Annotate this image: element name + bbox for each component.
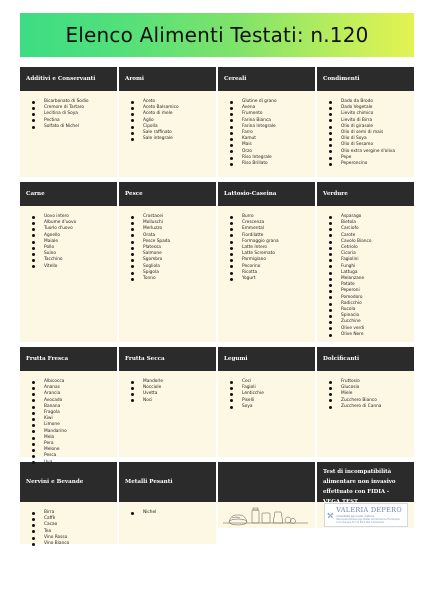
list-item: Pectina [32,118,113,124]
list-item: Olive verdi [329,326,410,332]
item-list [230,379,311,410]
list-item: Caffè [32,516,113,522]
list-item: Aceto di mele [131,111,212,117]
list-item: Emmental [230,226,311,232]
list-item: Patate [329,282,410,288]
list-item: Lievito di Birra [329,118,410,124]
list-item: Olive Nere [329,332,410,338]
category-verdure [317,182,414,342]
list-item: Burro [230,214,311,220]
list-item: Vitello [32,264,113,270]
list-item: Noci [131,398,212,404]
list-item: Farina Integrale [230,124,311,130]
category-metalli [119,462,216,544]
list-item: Tuorlo d'uovo [32,226,113,232]
list-item: Ananas [32,385,113,391]
list-item: Maiale [32,239,113,245]
category-header: Metalli Pesanti [119,462,216,502]
butterfly-icon [327,508,334,522]
category-legumi [218,347,315,457]
list-item: Zucchero Bianco [329,398,410,404]
item-list [131,379,212,404]
list-item: Asparago [329,214,410,220]
logo [324,503,408,527]
list-item: Aglio [131,118,212,124]
title-banner [20,13,414,57]
list-item: Uvetta [131,391,212,397]
blank-header [218,462,315,502]
list-item: Orzo [230,149,311,155]
list-item: Formaggio grana [230,239,311,245]
list-item: Lecitina di Soya [32,111,113,117]
list-item: Spinacio [329,313,410,319]
category-cereali [218,67,315,177]
item-list [131,510,212,516]
list-item: Farro [230,130,311,136]
list-item: Cacao [32,522,113,528]
list-item: Ceci [230,379,311,385]
test-info-text: Test di incompatibilità alimentare non invasivo effettuato con FIDIA - [317,462,414,502]
item-list [131,99,212,142]
list-item: Uva [32,460,113,466]
list-item: Spigola [131,270,212,276]
list-item: Avena [230,105,311,111]
list-item: Mandarino [32,429,113,435]
list-item: Banana [32,404,113,410]
list-item: Avocado [32,398,113,404]
list-item: Olio extra vergine d'oliva [329,149,410,155]
list-item: Arancia [32,391,113,397]
list-item: Fruttosio [329,379,410,385]
item-list [131,214,212,282]
list-item: Platessa [131,245,212,251]
list-item: Tacchino [32,257,113,263]
list-item: Rucola [329,307,410,313]
list-item: Aceto Balsamico [131,105,212,111]
list-item: Vino Rosso [32,535,113,541]
list-item: Pesca [32,453,113,459]
list-item: Piselli [230,398,311,404]
list-item: Zucchine [329,319,410,325]
list-item: Fragola [32,410,113,416]
list-item: Soya [230,404,311,410]
item-list [329,99,410,167]
list-item: Nocciole [131,385,212,391]
logo-tagline: orientata secondo natura [336,514,375,518]
list-item: Birra [32,510,113,516]
list-item: Agnello [32,233,113,239]
list-item: Nichel [131,510,212,516]
category-header: Condimenti [317,67,414,91]
item-list [32,214,113,270]
category-frutta-fresca [20,347,117,465]
list-item: Molluschi [131,220,212,226]
list-item: Zucchero di Canna [329,404,410,410]
list-item: Bietola [329,220,410,226]
list-item: Lattuga [329,270,410,276]
list-item: Kamut [230,136,311,142]
list-item: Albicocca [32,379,113,385]
list-item: Melone [32,447,113,453]
list-item: Cicoria [329,251,410,257]
jars-sketch-icon [218,502,315,528]
category-header: Additivi e Conservanti [20,67,117,91]
list-item: Suino [32,251,113,257]
item-list [230,99,311,167]
list-item: Glucosio [329,385,410,391]
category-header: Pesce [119,182,216,206]
list-item: Latte Intero [230,245,311,251]
list-item: Carciofo [329,226,410,232]
category-nervini [20,462,117,547]
list-item: Peperoncino [329,161,410,167]
list-item: Fagiolini [329,257,410,263]
list-item: Pepe [329,155,410,161]
list-item: Albume d'uovo [32,220,113,226]
logo-services: Naturopata Riflessologa Pilates Alimentazione Floriterapia Cromoterapia Fiori di Bach Test Intolleranze [336,518,400,524]
list-item: Merluzzo [131,226,212,232]
category-header: Dolcificanti [317,347,414,371]
list-item: Dado Vegetale [329,105,410,111]
list-item: Kiwi [32,416,113,422]
illustration-cell [218,462,315,544]
list-item: Sgombro [131,257,212,263]
item-list [329,379,410,410]
list-item: Tea [32,529,113,535]
list-item: Limone [32,422,113,428]
list-item: Uovo intero [32,214,113,220]
category-header: Nervini e Bevande [20,462,117,502]
list-item: Dado da Brodo [329,99,410,105]
list-item: Fagioli [230,385,311,391]
category-additivi [20,67,117,177]
category-header: Frutta Secca [119,347,216,371]
category-header: Carne [20,182,117,206]
list-item: Orata [131,233,212,239]
list-item: Peperoni [329,288,410,294]
category-header: Frutta Fresca [20,347,117,371]
list-item: Cipolla [131,124,212,130]
category-frutta-secca [119,347,216,457]
list-item: Crostacei [131,214,212,220]
logo-name: VALERIA DEPERO [336,506,402,514]
category-dolcificanti [317,347,414,457]
list-item: Pesce Spada [131,239,212,245]
category-carne [20,182,117,342]
info-cell [317,462,414,544]
list-item: Solfato di Nichel [32,124,113,130]
list-item: Olio di girasole [329,124,410,130]
category-header: Legumi [218,347,315,371]
list-item: Pera [32,441,113,447]
list-item: Yogurt [230,276,311,282]
list-item: Cremore di Tartaro [32,105,113,111]
list-item: Sale raffinato [131,130,212,136]
list-item: Lenticchie [230,391,311,397]
category-header: Cereali [218,67,315,91]
category-header: Aromi [119,67,216,91]
list-item: Salmone [131,251,212,257]
item-list [32,379,113,466]
item-list [329,214,410,338]
item-list [230,214,311,282]
list-item: Vino Bianco [32,541,113,547]
list-item: Olio di semi di mais [329,130,410,136]
list-item: Mandorle [131,379,212,385]
category-lattosio [218,182,315,342]
category-aromi [119,67,216,177]
list-item: Crescenza [230,220,311,226]
list-item: Riso Brillato [230,161,311,167]
category-header: Verdure [317,182,414,206]
list-item: Aceto [131,99,212,105]
food-illustration [218,502,315,528]
list-item: Riso Integrale [230,155,311,161]
list-item: Mais [230,142,311,148]
list-item: Funghi [329,264,410,270]
list-item: Pollo [32,245,113,251]
list-item: Radicchio [329,301,410,307]
list-item: Carote [329,233,410,239]
list-item: Pecorino [230,264,311,270]
list-item: Olio di Soya [329,136,410,142]
category-condimenti [317,67,414,177]
list-item: Lievito chimico [329,111,410,117]
item-list [32,99,113,130]
list-item: Glutine di grano [230,99,311,105]
list-item: Sale integrale [131,136,212,142]
item-list [32,510,113,547]
list-item: Frumento [230,111,311,117]
category-pesce [119,182,216,342]
list-item: Melanzane [329,276,410,282]
food-grid [20,67,414,547]
page-title: Elenco Alimenti Testati: n.120 [65,23,369,47]
category-header: Lattosio-Caseina [218,182,315,206]
list-item: Miele [329,391,410,397]
list-item: Parmigiano [230,257,311,263]
list-item: Bicarbonato di Sodio [32,99,113,105]
list-item: Fiordilatte [230,233,311,239]
list-item: Olio di Sesamo [329,142,410,148]
list-item: Cetriolo [329,245,410,251]
list-item: Tonno [131,276,212,282]
list-item: Latte Scremato [230,251,311,257]
list-item: Ricotta [230,270,311,276]
list-item: Pomodoro [329,295,410,301]
list-item: Cavolo Bianco [329,239,410,245]
list-item: Farina Bianca [230,118,311,124]
list-item: Sogliola [131,264,212,270]
list-item: Mela [32,435,113,441]
